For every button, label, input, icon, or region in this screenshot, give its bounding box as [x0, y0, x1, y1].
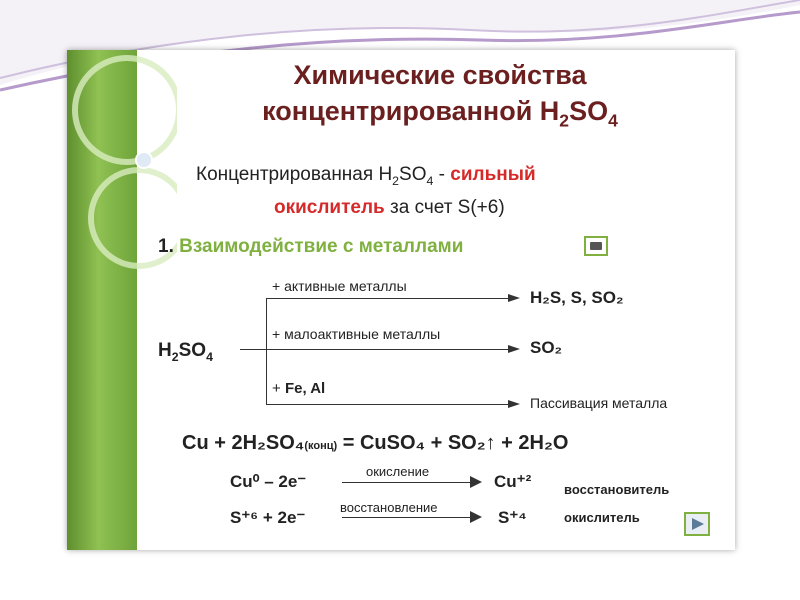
red-arrow: [342, 517, 476, 518]
arrow-branch1: [266, 298, 514, 299]
red-role: окислитель: [564, 510, 640, 525]
ox-role: восстановитель: [564, 482, 670, 497]
red-arrowhead: [470, 511, 484, 523]
intro-line1: Концентрированная $H_2SO_4$ - сильный: [196, 164, 536, 188]
next-slide-button[interactable]: [684, 512, 710, 536]
ox-arrowhead: [470, 476, 484, 488]
link-icon-button[interactable]: [584, 236, 608, 256]
scheme-reactant: $H_2SO_4$: [158, 340, 213, 364]
intro-line2: окислитель за счет S(+6): [274, 197, 505, 218]
play-icon: [691, 517, 705, 531]
branch3-label: + Fe, Al: [272, 380, 326, 397]
section-heading: 1. Взаимодействие с металлами: [158, 236, 464, 257]
scheme-branch-vline: [266, 298, 267, 404]
ox-left: Cu⁰ – 2e⁻: [230, 472, 307, 491]
branch2-label: + малоактивные металлы: [272, 326, 441, 342]
slide-title-line1: Химические свойства: [293, 60, 587, 90]
link-icon: [590, 242, 602, 250]
red-right: S⁺⁴: [498, 508, 527, 527]
slide-title-line2: концентрированной $H_2SO_4$: [262, 96, 618, 131]
ox-right: Cu⁺²: [494, 472, 532, 491]
branch2-product: SO₂: [530, 338, 563, 357]
arrow-branch2: [240, 349, 514, 350]
ox-label: окисление: [366, 464, 430, 479]
branch1-label: + активные металлы: [272, 278, 407, 294]
main-equation: Cu + 2H₂SO₄(конц) = CuSO₄ + SO₂↑ + 2H₂O: [182, 432, 569, 454]
red-left: S⁺⁶ + 2e⁻: [230, 508, 306, 527]
arrowheads: [508, 292, 522, 412]
branch1-product: H₂S, S, SO₂: [530, 288, 624, 307]
branch3-product: Пассивация металла: [530, 395, 668, 411]
red-label: восстановление: [340, 500, 438, 515]
arrow-branch3: [266, 404, 514, 405]
ox-arrow: [342, 482, 476, 483]
